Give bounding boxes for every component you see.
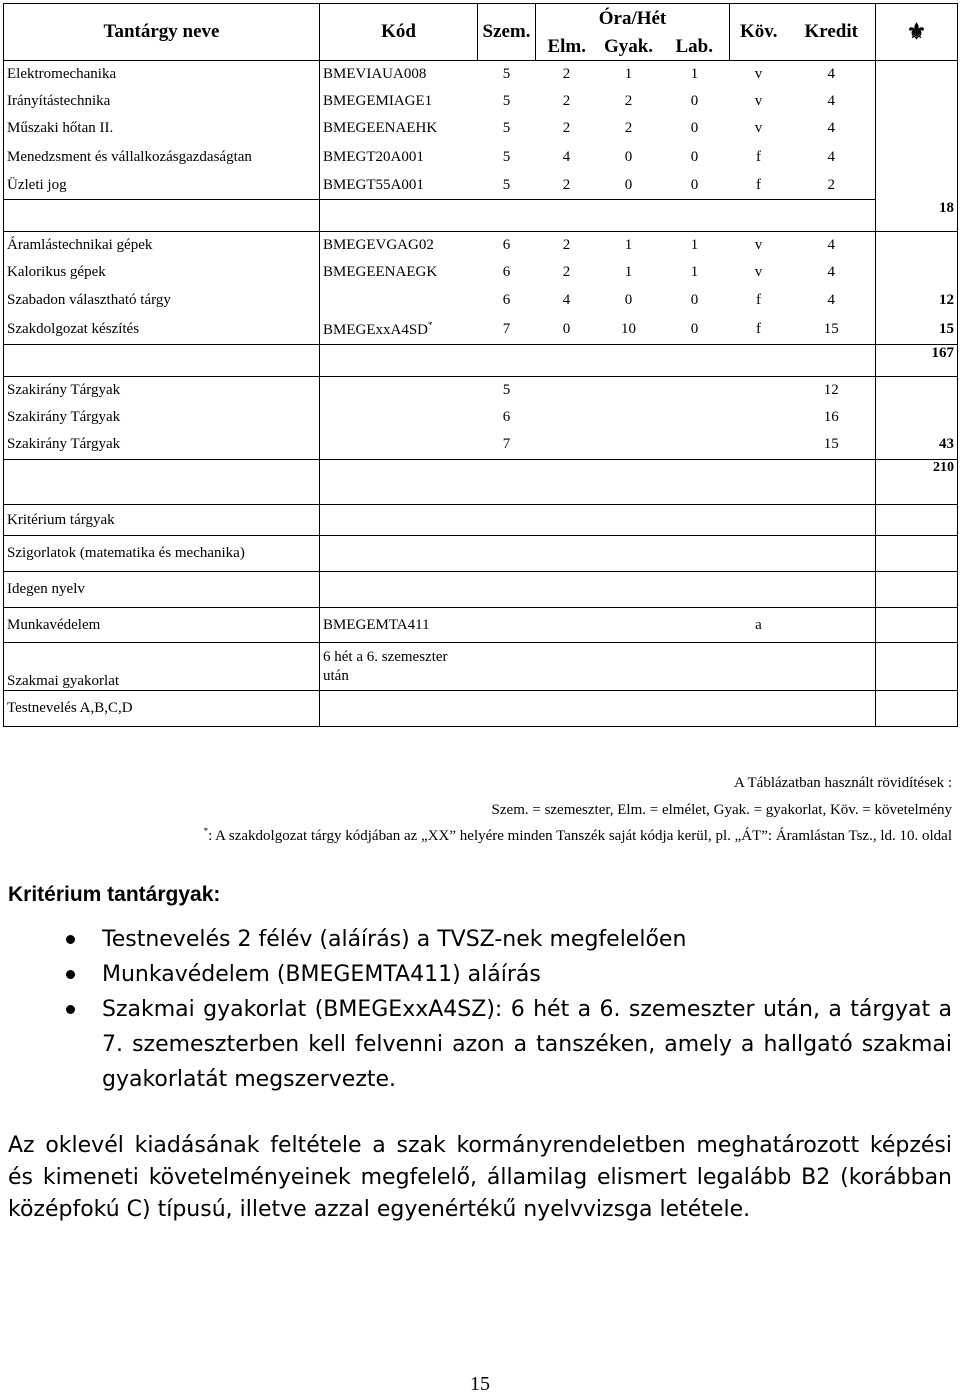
code-cell: BMEVIAUA008 [320,61,478,88]
semester-cell: 5 [502,92,511,109]
lecture-cell [536,536,598,572]
lecture-cell: 4 [562,148,571,165]
table-row [4,173,958,200]
lab-cell [660,404,730,431]
footnote-mark: * [203,826,209,836]
table-row [4,643,958,691]
semester-cell [478,643,536,691]
lecture-cell [536,505,598,536]
lab-cell [660,691,730,727]
credit-sum-cell [876,536,958,572]
header-semester: Szem. [478,4,536,61]
credit-cell [788,460,876,505]
practice-cell: 10 [598,315,660,345]
requirement-cell [730,404,788,431]
semester-cell: 5 [502,381,511,398]
code-cell: 6 hét a 6. szemeszter után [320,643,478,691]
subject-cell: Menedzsment és vállalkozásgazdaságtan [4,142,320,173]
credit-sum-cell [876,259,958,286]
lab-cell: 1 [690,263,699,280]
semester-cell [478,536,536,572]
requirement-cell: v [754,92,763,109]
footnote-text: : A szakdolgozat tárgy kódjában az „XX” helyére minden Tanszék saját kódja kerül, pl. „ÁT”: Áramlástan Tsz., ld. 10. oldal [208,828,952,844]
lab-cell [660,536,730,572]
lab-cell: 1 [690,65,699,82]
lab-cell [660,377,730,404]
lab-cell [660,431,730,460]
subject-cell: Szakirány Tárgyak [4,377,320,404]
lecture-cell: 2 [562,65,571,82]
table-row [4,536,958,572]
credit-sum-cell: 15 [876,315,958,345]
practice-cell: 1 [624,65,633,82]
closing-paragraph: Az oklevél kiadásának feltétele a szak kormányrendeletben meghatározott képzési és kimeneti követelményeinek megfelelő, államilag elismert legalább B2 (korábban középfokú C) típusú, illetve azzal egyenértékű nyelvvizsga letétele. [8,1133,952,1222]
header-credit: Kredit [788,4,876,61]
requirement-cell [730,345,788,377]
credit-cell: 4 [827,263,835,280]
credit-sum-cell: 43 [876,431,958,460]
credit-cell: 4 [827,291,835,308]
credit-sum-cell: 210 [876,460,958,505]
requirement-cell [730,200,788,232]
subject-cell [4,460,320,505]
lecture-cell: 0 [536,315,598,345]
subject-cell: Szakirány Tárgyak [4,431,320,460]
code-cell [320,377,478,404]
code-cell: BMEGEMIAGE1 [320,88,478,115]
code-cell: BMEGT20A001 [320,142,478,173]
table-row [4,404,958,431]
credit-sum-cell [876,88,958,115]
requirement-cell: v [754,65,763,82]
lecture-cell [536,404,598,431]
semester-cell: 7 [478,431,536,460]
semester-cell: 6 [502,236,511,253]
lecture-cell: 2 [562,92,571,109]
lab-cell: 0 [690,92,699,109]
list-item-text: Munkavédelem (BMEGEMTA411) aláírás [102,962,541,987]
requirement-cell: v [754,263,763,280]
lecture-cell [536,460,598,505]
credit-cell: 4 [827,148,835,165]
subject-cell: Szigorlatok (matematika és mechanika) [4,536,320,572]
credit-cell [788,643,876,691]
semester-cell: 6 [502,408,511,425]
semester-cell [478,608,536,643]
practice-cell [598,404,660,431]
header-requirement: Köv. [730,4,788,61]
semester-cell: 6 [502,291,511,308]
credit-sum-cell [876,691,958,727]
table-row [4,608,958,643]
lab-cell: 0 [690,291,699,308]
semester-cell: 5 [502,65,511,82]
credit-sum-cell: 167 [876,345,958,377]
list-item-text: Testnevelés 2 félév (aláírás) a TVSZ-nek megfelelően [102,927,687,952]
credit-sum-cell [876,142,958,173]
credit-sum-cell [876,377,958,404]
credit-cell: 4 [827,119,835,136]
credit-cell: 15 [788,431,876,460]
practice-cell [598,431,660,460]
lecture-cell [536,643,598,691]
practice-cell [598,505,660,536]
table-row [4,259,958,286]
subject-cell: Áramlástechnikai gépek [4,232,320,259]
requirement-cell [730,505,788,536]
credit-cell: 2 [788,173,876,200]
lecture-cell: 4 [562,291,571,308]
page-number: 15 [470,1373,490,1395]
credit-sum-cell: 18 [876,200,958,232]
practice-cell: 0 [624,148,633,165]
requirement-cell: f [756,148,761,165]
subject-cell: Idegen nyelv [4,572,320,608]
lab-cell: 0 [660,173,730,200]
credit-cell [788,200,876,232]
subject-cell: Üzleti jog [4,173,320,200]
semester-cell: 5 [502,148,511,165]
practice-cell [598,345,660,377]
credit-cell [788,345,876,377]
code-cell [320,460,478,505]
lab-cell [660,200,730,232]
kriterium-list [0,922,952,1097]
lecture-cell [536,572,598,608]
table-row [4,315,958,345]
credit-cell: 4 [827,92,835,109]
credit-sum-cell [876,115,958,142]
requirement-cell [730,572,788,608]
header-lecture: Elm. [536,34,598,61]
header-subject: Tantárgy neve [4,4,320,61]
requirement-cell: f [730,173,788,200]
header-practice: Gyak. [598,34,660,61]
lecture-cell: 2 [562,236,571,253]
code-cell [320,345,478,377]
credit-cell: 15 [788,315,876,345]
lecture-cell [536,431,598,460]
requirement-cell [730,460,788,505]
requirement-cell: v [754,119,763,136]
subject-cell: Testnevelés A,B,C,D [4,691,320,727]
code-cell: BMEGEENAEHK [320,115,478,142]
semester-cell [478,572,536,608]
semester-cell: 5 [478,173,536,200]
list-item [0,992,952,1097]
subject-cell: Elektromechanika [4,61,320,88]
footnote-line [204,826,952,845]
table-row [4,286,958,315]
header-lab: Lab. [660,34,730,61]
table-row [4,572,958,608]
lecture-cell: 2 [562,263,571,280]
code-cell [320,404,478,431]
practice-cell: 0 [598,173,660,200]
table-body [4,61,958,727]
semester-cell [478,345,536,377]
semester-cell: 6 [502,263,511,280]
lab-cell [660,608,730,643]
semester-cell [478,691,536,727]
credit-sum-cell [876,61,958,88]
practice-cell [598,643,660,691]
credit-sum-cell [876,173,958,200]
practice-cell [598,536,660,572]
table-row [4,691,958,727]
credit-cell [788,505,876,536]
credit-cell [788,572,876,608]
lab-cell [660,345,730,377]
subject-cell: Szabadon választható tárgy [4,286,320,315]
requirement-cell [730,536,788,572]
code-cell [320,691,478,727]
code-cell: BMEGExxA4SD* [320,315,478,345]
requirement-cell: a [730,608,788,643]
credit-sum-cell: 12 [876,286,958,315]
subject-cell [4,200,320,232]
semester-cell: 7 [478,315,536,345]
lab-cell: 1 [690,236,699,253]
credit-cell: 4 [827,65,835,82]
practice-cell: 2 [624,119,633,136]
lab-cell [660,505,730,536]
practice-cell: 2 [624,92,633,109]
semester-cell [478,460,536,505]
table-row [4,377,958,404]
lecture-cell [536,345,598,377]
credit-sum-cell [876,572,958,608]
code-cell: BMEGT55A001 [320,173,478,200]
subject-cell: Munkavédelem [4,608,320,643]
code-cell: BMEGEVGAG02 [320,232,478,259]
credit-cell: 16 [823,408,839,425]
table-row [4,505,958,536]
abbreviations-line: Szem. = szemeszter, Elm. = elmélet, Gyak. = gyakorlat, Köv. = követelmény [491,802,952,818]
credit-cell: 4 [827,236,835,253]
requirement-cell [730,691,788,727]
code-cell: BMEGEENAEGK [320,259,478,286]
practice-cell [598,572,660,608]
table-row [4,232,958,259]
code-cell [320,200,478,232]
credit-cell: 12 [823,381,839,398]
subject-cell: Kritérium tárgyak [4,505,320,536]
practice-cell [598,377,660,404]
credit-cell [788,536,876,572]
table-row [4,460,958,505]
code-cell [320,431,478,460]
credit-sum-cell [876,505,958,536]
subject-cell: Szakdolgozat készítés [4,315,320,345]
header-hours-week: Óra/Hét [536,4,730,35]
requirement-cell: f [730,315,788,345]
lab-cell [660,572,730,608]
practice-cell [598,691,660,727]
subject-cell: Szakirány Tárgyak [4,404,320,431]
semester-cell [478,505,536,536]
lecture-cell [536,200,598,232]
lab-cell: 0 [660,315,730,345]
list-item [0,957,952,992]
credit-sum-cell [876,608,958,643]
practice-cell: 1 [624,263,633,280]
lab-cell: 0 [690,119,699,136]
credit-sum-cell [876,643,958,691]
abbreviations-title: A Táblázatban használt rövidítések : [734,775,952,791]
credit-cell [788,608,876,643]
requirement-cell [730,643,788,691]
lecture-cell: 2 [562,119,571,136]
practice-cell [598,608,660,643]
lab-cell [660,460,730,505]
subject-cell [4,345,320,377]
subject-cell: Műszaki hőtan II. [4,115,320,142]
table-row [4,142,958,173]
table-row [4,88,958,115]
list-item-text: Szakmai gyakorlat (BMEGExxA4SZ): 6 hét a 6. szemeszter után, a tárgyat a 7. szemeszterben kell felvenni azon a tanszéken, amely a hallgató szakmai gyakorlatát megszervezte. [102,997,952,1092]
table-row [4,431,958,460]
code-cell [320,536,478,572]
table-row [4,115,958,142]
table-row [4,200,958,232]
subject-cell: Szakmai gyakorlat [4,643,320,691]
table-row [4,61,958,88]
lecture-cell [536,377,598,404]
credit-sum-cell [876,404,958,431]
credit-cell [788,691,876,727]
lecture-cell: 2 [536,173,598,200]
requirement-cell [730,377,788,404]
practice-cell [598,460,660,505]
table-header-row [4,4,958,35]
table-row [4,345,958,377]
lab-cell [660,643,730,691]
fleur-de-lis-icon: ⚜ [876,4,958,61]
lecture-cell [536,691,598,727]
practice-cell [598,200,660,232]
lab-cell: 0 [690,148,699,165]
practice-cell: 0 [624,291,633,308]
footnote-mark: * [428,319,433,330]
kriterium-heading: Kritérium tantárgyak: [8,883,221,906]
lecture-cell [536,608,598,643]
practice-cell: 1 [624,236,633,253]
subject-cell: Kalorikus gépek [4,259,320,286]
semester-cell [478,200,536,232]
credit-sum-cell [876,232,958,259]
requirement-cell [730,431,788,460]
requirement-cell: f [756,291,761,308]
code-cell [320,572,478,608]
code-cell [320,286,478,315]
code-cell [320,505,478,536]
curriculum-table [3,3,958,727]
code-cell: BMEGEMTA411 [320,608,478,643]
requirement-cell: v [754,236,763,253]
semester-cell: 5 [502,119,511,136]
list-item [0,922,952,957]
header-code: Kód [320,4,478,61]
subject-cell: Irányítástechnika [4,88,320,115]
